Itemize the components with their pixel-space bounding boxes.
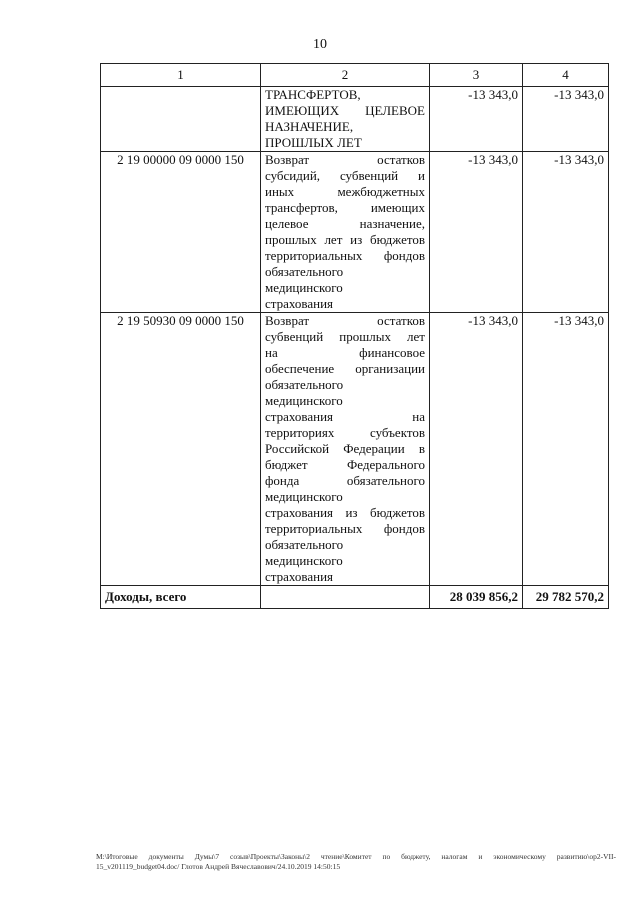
header-col-4: 4: [523, 64, 609, 87]
row-value-col4: -13 343,0: [523, 313, 609, 586]
name-line: страхования на: [265, 409, 425, 424]
name-line: территориальных фондов: [265, 521, 425, 536]
name-line: на финансовое: [265, 345, 425, 360]
total-value-col3: 28 039 856,2: [430, 586, 523, 609]
name-line: Российской Федерации в: [265, 441, 425, 456]
header-col-3: 3: [430, 64, 523, 87]
row-code: 2 19 00000 09 0000 150: [101, 152, 261, 313]
name-line: трансфертов, имеющих: [265, 200, 425, 215]
footer-line-1: M:\Итоговые документы Думы\7 созыв\Проекты\Законы\2 чтение\Комитет по бюджету, налогам и экономическому развитию\ор2-VII-: [96, 852, 616, 861]
name-line: территориальных фондов: [265, 248, 425, 263]
row-code: 2 19 50930 09 0000 150: [101, 313, 261, 586]
table-row: [101, 152, 609, 313]
row-value-col3: -13 343,0: [430, 87, 523, 152]
name-line: обязательного: [265, 377, 344, 392]
name-line: медицинского: [265, 553, 343, 568]
row-name: [261, 313, 430, 586]
document-footer-path: [96, 852, 616, 872]
header-col-2: 2: [261, 64, 430, 87]
page-number: 10: [313, 37, 327, 52]
table-header-row: [101, 64, 609, 87]
name-line: страхования из бюджетов: [265, 505, 425, 520]
name-line: ПРОШЛЫХ ЛЕТ: [265, 135, 362, 150]
row-code: [101, 87, 261, 152]
name-line: иных межбюджетных: [265, 184, 425, 199]
row-value-col4: -13 343,0: [523, 87, 609, 152]
budget-table: [100, 63, 609, 609]
table-row: [101, 313, 609, 586]
name-line: бюджет Федерального: [265, 457, 425, 472]
row-value-col3: -13 343,0: [430, 313, 523, 586]
total-empty-cell: [261, 586, 430, 609]
total-value-col4: 29 782 570,2: [523, 586, 609, 609]
name-line: целевое назначение,: [265, 216, 425, 231]
footer-line-2: 15_v201119_budget04.doc/ Глотов Андрей Вячеславович/24.10.2019 14:50:15: [96, 862, 341, 871]
name-line: прошлых лет из бюджетов: [265, 232, 425, 247]
row-value-col4: -13 343,0: [523, 152, 609, 313]
row-value-col3: -13 343,0: [430, 152, 523, 313]
name-line: субвенций прошлых лет: [265, 329, 425, 344]
name-line: обязательного: [265, 537, 344, 552]
header-col-1: 1: [101, 64, 261, 87]
row-name: [261, 152, 430, 313]
name-line: обеспечение организации: [265, 361, 425, 376]
row-name: [261, 87, 430, 152]
name-line: медицинского: [265, 489, 343, 504]
name-line: страхования: [265, 569, 334, 584]
name-line: медицинского: [265, 280, 343, 295]
name-line: ИМЕЮЩИХ ЦЕЛЕВОЕ: [265, 103, 425, 118]
name-line: Возврат остатков: [265, 313, 425, 328]
table-row: [101, 87, 609, 152]
name-line: территориях субъектов: [265, 425, 425, 440]
total-label: Доходы, всего: [101, 586, 261, 609]
name-line: фонда обязательного: [265, 473, 425, 488]
total-row: [101, 586, 609, 609]
name-line: страхования: [265, 296, 334, 311]
name-line: ТРАНСФЕРТОВ,: [265, 87, 361, 102]
name-line: медицинского: [265, 393, 343, 408]
name-line: обязательного: [265, 264, 344, 279]
name-line: НАЗНАЧЕНИЕ,: [265, 119, 354, 134]
name-line: Возврат остатков: [265, 152, 425, 167]
name-line: субсидий, субвенций и: [265, 168, 425, 183]
